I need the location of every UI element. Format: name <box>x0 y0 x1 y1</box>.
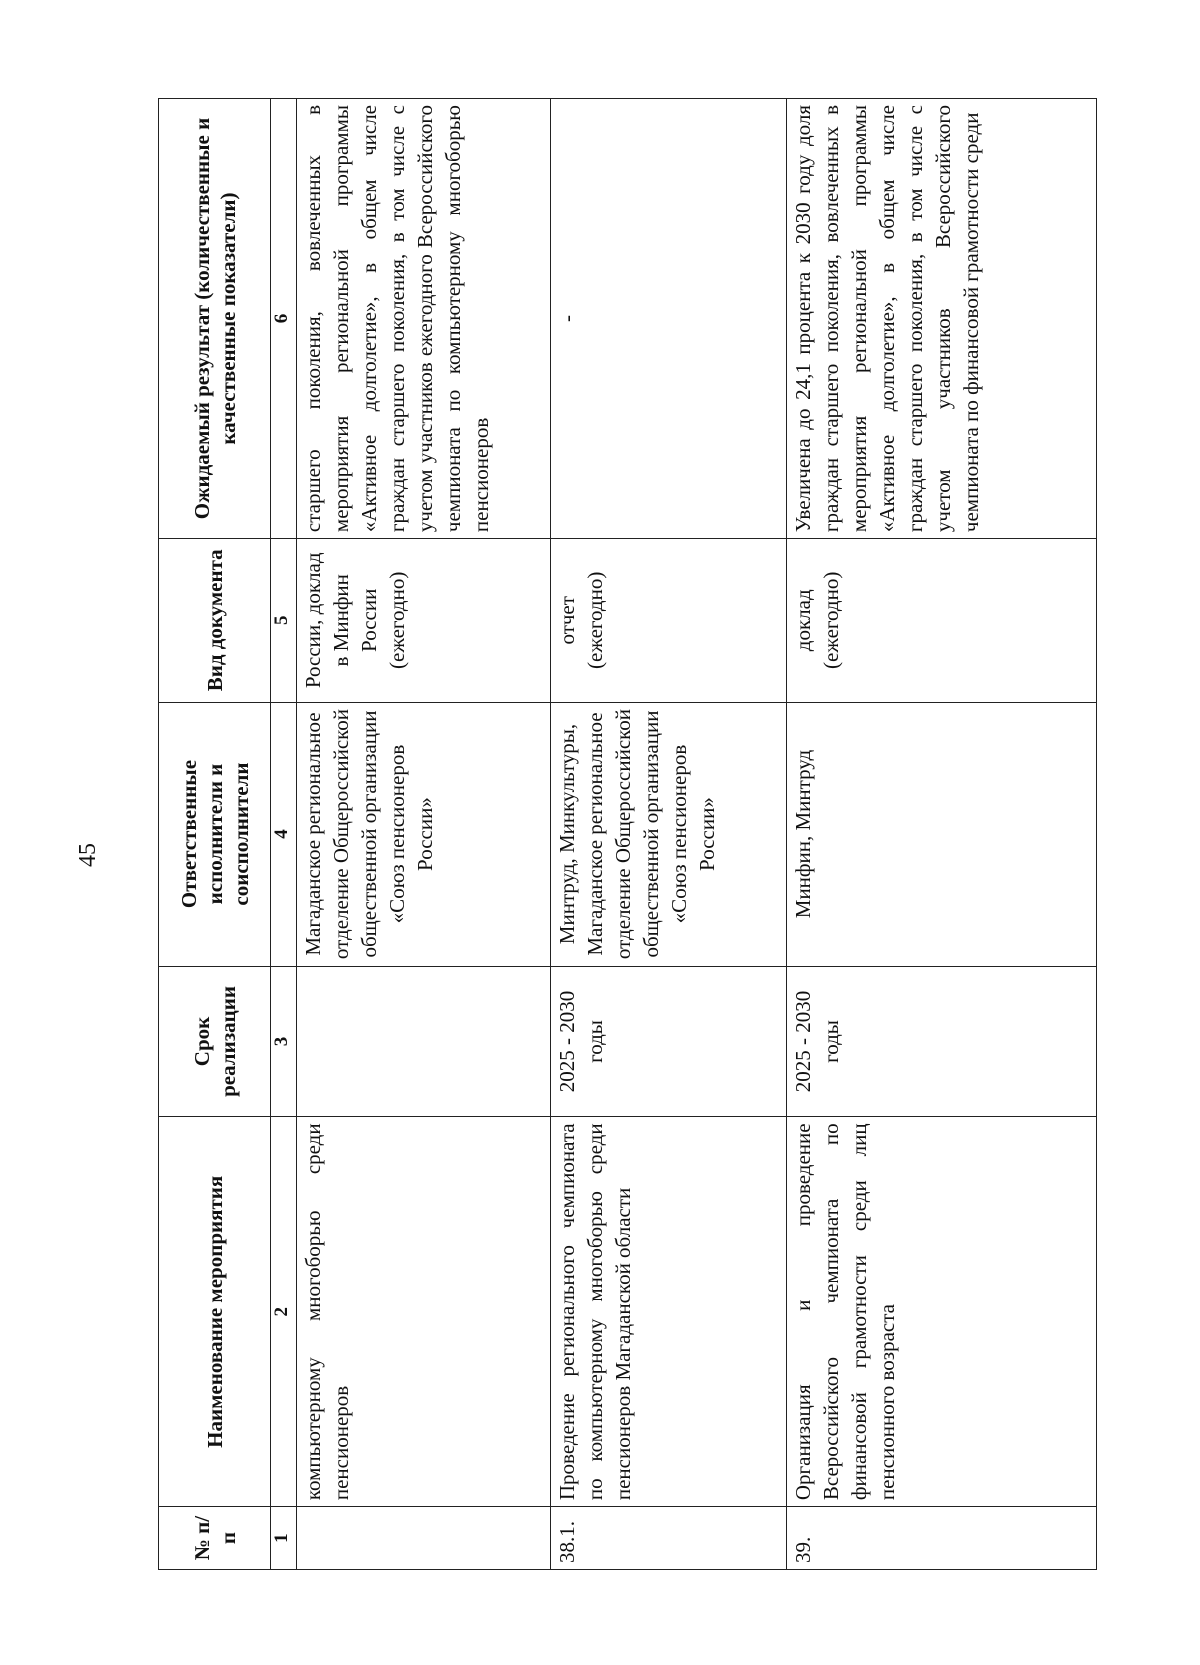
implementation-term: 2025 - 2030 годы <box>787 966 1097 1117</box>
document-type: отчет (ежегодно) <box>551 539 787 702</box>
page-number: 45 <box>74 843 101 867</box>
responsible-executors: Минтруд, Минкультуры, Магаданское региональное отделение Общероссийской общественной организации «Союз пенсионеров России» <box>551 702 787 966</box>
measure-name: Проведение регионального чемпионата по компьютерному многоборью среди пенсионеров Магаданской области <box>551 1117 787 1507</box>
header-row <box>159 99 271 1570</box>
column-number: 1 <box>271 1507 297 1570</box>
document-type: доклад (ежегодно) <box>787 539 1097 702</box>
table-row <box>787 99 1097 1570</box>
column-number-row <box>271 99 297 1570</box>
header-measure-name: Наименование мероприятия <box>159 1117 271 1507</box>
header-responsible: Ответственные исполнители и соисполнители <box>159 702 271 966</box>
column-number: 4 <box>271 702 297 966</box>
responsible-executors: Минфин, Минтруд <box>787 702 1097 966</box>
header-document-type: Вид документа <box>159 539 271 702</box>
measure-name: компьютерному многоборью среди пенсионеров <box>297 1117 551 1507</box>
header-number: № п/п <box>159 1507 271 1570</box>
column-number: 5 <box>271 539 297 702</box>
column-number: 6 <box>271 99 297 539</box>
table-row <box>297 99 551 1570</box>
expected-result: Увеличена до 24,1 процента к 2030 году доля граждан старшего поколения, вовлеченных в мероприятия региональной программы «Активное долголетие», в общем числе граждан старшего поколения, в том числе с учетом участников Всероссийского чемпионата по финансовой грамотности среди <box>787 99 1097 539</box>
row-number <box>297 1507 551 1570</box>
measures-table <box>158 98 1097 1570</box>
rotated-table-container <box>158 98 1096 1570</box>
column-number: 2 <box>271 1117 297 1507</box>
row-number: 39. <box>787 1507 1097 1570</box>
measure-name: Организация и проведение Всероссийского чемпионата по финансовой грамотности среди лиц пенсионного возраста <box>787 1117 1097 1507</box>
expected-result: старшего поколения, вовлеченных в мероприятия региональной программы «Активное долголетие», в общем числе граждан старшего поколения, в том числе с учетом участников ежегодного Всероссийского чемпионата по компьютерному многоборью пенсионеров <box>297 99 551 539</box>
header-term: Срок реализации <box>159 966 271 1117</box>
responsible-executors: Магаданское региональное отделение Общероссийской общественной организации «Союз пенсионеров России» <box>297 702 551 966</box>
implementation-term: 2025 - 2030 годы <box>551 966 787 1117</box>
row-number: 38.1. <box>551 1507 787 1570</box>
column-number: 3 <box>271 966 297 1117</box>
implementation-term <box>297 966 551 1117</box>
expected-result: - <box>551 99 787 539</box>
header-expected-result: Ожидаемый результат (количественные и качественные показатели) <box>159 99 271 539</box>
table-row <box>551 99 787 1570</box>
document-type: России, доклад в Минфин России (ежегодно) <box>297 539 551 702</box>
